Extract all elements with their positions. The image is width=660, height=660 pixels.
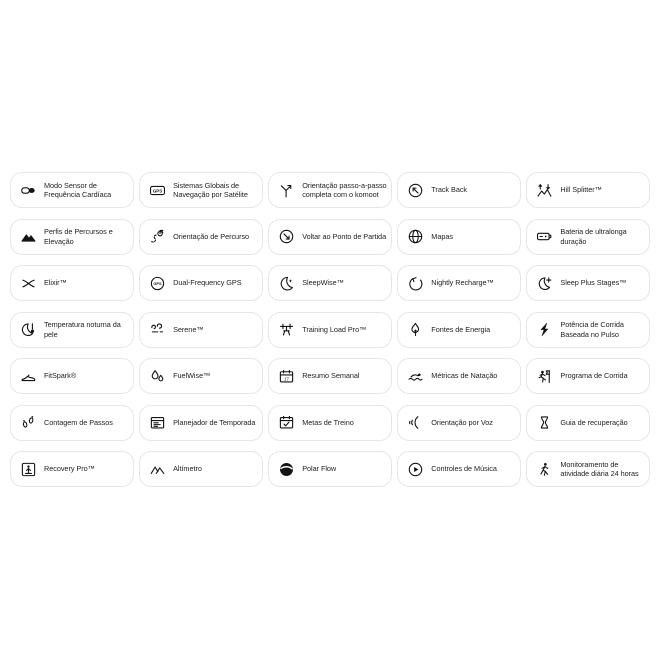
feature-pill [10,265,134,301]
feature-label: Serene™ [173,324,204,334]
feature-label: Elixir™ [44,278,67,288]
feature-pill [397,265,521,301]
recovery-guide-icon [536,414,553,431]
feature-label: Mapas [431,231,453,241]
hill-splitter-icon [536,182,553,199]
feature-label: Polar Flow [302,464,337,474]
season-planner-icon [149,414,166,431]
feature-label: Controles de Música [431,464,497,474]
feature-pill [268,265,392,301]
energy-sources-icon [407,321,424,338]
feature-label: Orientação passo-a-passo completa com o komoot [302,180,387,199]
feature-label: Perfis de Percursos e Elevação [44,227,113,246]
feature-label: Hill Splitter™ [560,185,602,195]
feature-label: Bateria de ultralonga duração [560,227,627,246]
feature-label: Orientação de Percurso [173,231,250,241]
feature-pill [139,358,263,394]
voice-guidance-icon [407,414,424,431]
feature-pill [268,172,392,208]
feature-pill [10,172,134,208]
feature-label: FuelWise™ [173,371,211,381]
feature-label: Contagem de Passos [44,417,113,427]
feature-pill [526,451,650,487]
svg-text:GPS: GPS [152,187,163,193]
feature-label: Potência de Corrida Baseada no Pulso [560,320,624,339]
feature-label: Metas de Treino [302,417,354,427]
training-targets-icon [278,414,295,431]
feature-pill [526,358,650,394]
feature-label: SleepWise™ [302,278,344,288]
route-guidance-icon [149,228,166,245]
feature-pill [10,358,134,394]
feature-pill [139,172,263,208]
elixir-icon [20,275,37,292]
step-count-icon [20,414,37,431]
feature-label: Voltar ao Ponto de Partida [302,231,387,241]
training-load-pro-icon [278,321,295,338]
heart-rate-sensor-icon [20,182,37,199]
battery-icon [536,228,553,245]
feature-label: Fontes de Energia [431,324,491,334]
maps-icon [407,228,424,245]
feature-label: Training Load Pro™ [302,324,367,334]
running-program-icon [536,368,553,385]
feature-pill [268,405,392,441]
feature-label: Guia de recuperação [560,417,628,427]
feature-pill [526,172,650,208]
altimeter-icon [149,461,166,478]
feature-pill [10,451,134,487]
feature-pill [139,405,263,441]
feature-label: Orientação por Voz [431,417,493,427]
feature-grid [10,172,650,487]
feature-label: FitSpark® [44,371,77,381]
feature-label: Temperatura noturna da pele [44,320,121,339]
sleepwise-icon [278,275,295,292]
feature-pill [397,312,521,348]
feature-pill [526,405,650,441]
feature-label: Recovery Pro™ [44,464,95,474]
feature-label: Track Back [431,185,468,195]
feature-pill [397,451,521,487]
feature-label: Sleep Plus Stages™ [560,278,627,288]
feature-label: Monitoramento de atividade diária 24 horas [560,459,639,478]
feature-label: Programa de Corrida [560,371,628,381]
music-controls-icon [407,461,424,478]
feature-pill [397,219,521,255]
svg-text:GPS: GPS [153,280,162,286]
feature-label: Nightly Recharge™ [431,278,494,288]
feature-pill [526,312,650,348]
nightly-recharge-icon [407,275,424,292]
feature-pill [10,219,134,255]
feature-label: Resumo Semanal [302,371,360,381]
serene-icon [149,321,166,338]
feature-pill [397,405,521,441]
feature-pill [139,451,263,487]
svg-text:17: 17 [284,375,290,381]
feature-label: Modo Sensor de Frequência Cardíaca [44,180,112,199]
feature-pill [10,312,134,348]
feature-pill [268,312,392,348]
fitspark-icon [20,368,37,385]
track-back-icon [407,182,424,199]
feature-pill [268,358,392,394]
gps-badge-icon [149,182,166,199]
feature-pill [397,172,521,208]
dual-frequency-gps-icon [149,275,166,292]
feature-pill [526,265,650,301]
swimming-metrics-icon [407,368,424,385]
feature-label: Métricas de Natação [431,371,498,381]
elevation-profile-icon [20,228,37,245]
feature-pill [139,312,263,348]
feature-label: Dual-Frequency GPS [173,278,242,288]
feature-pill [139,219,263,255]
weekly-summary-icon [278,368,295,385]
feature-label: Altímetro [173,464,202,474]
sleep-plus-stages-icon [536,275,553,292]
running-power-icon [536,321,553,338]
feature-pill [526,219,650,255]
activity-tracking-icon [536,461,553,478]
feature-label: Sistemas Globais de Navegação por Satélite [173,180,248,199]
back-to-start-icon [278,228,295,245]
recovery-pro-icon [20,461,37,478]
feature-pill [10,405,134,441]
skin-temperature-icon [20,321,37,338]
turn-by-turn-icon [278,182,295,199]
polar-flow-icon [278,461,295,478]
feature-pill [268,451,392,487]
feature-pill [268,219,392,255]
fuelwise-icon [149,368,166,385]
feature-pill [397,358,521,394]
feature-label: Planejador de Temporada [173,417,256,427]
feature-pill [139,265,263,301]
